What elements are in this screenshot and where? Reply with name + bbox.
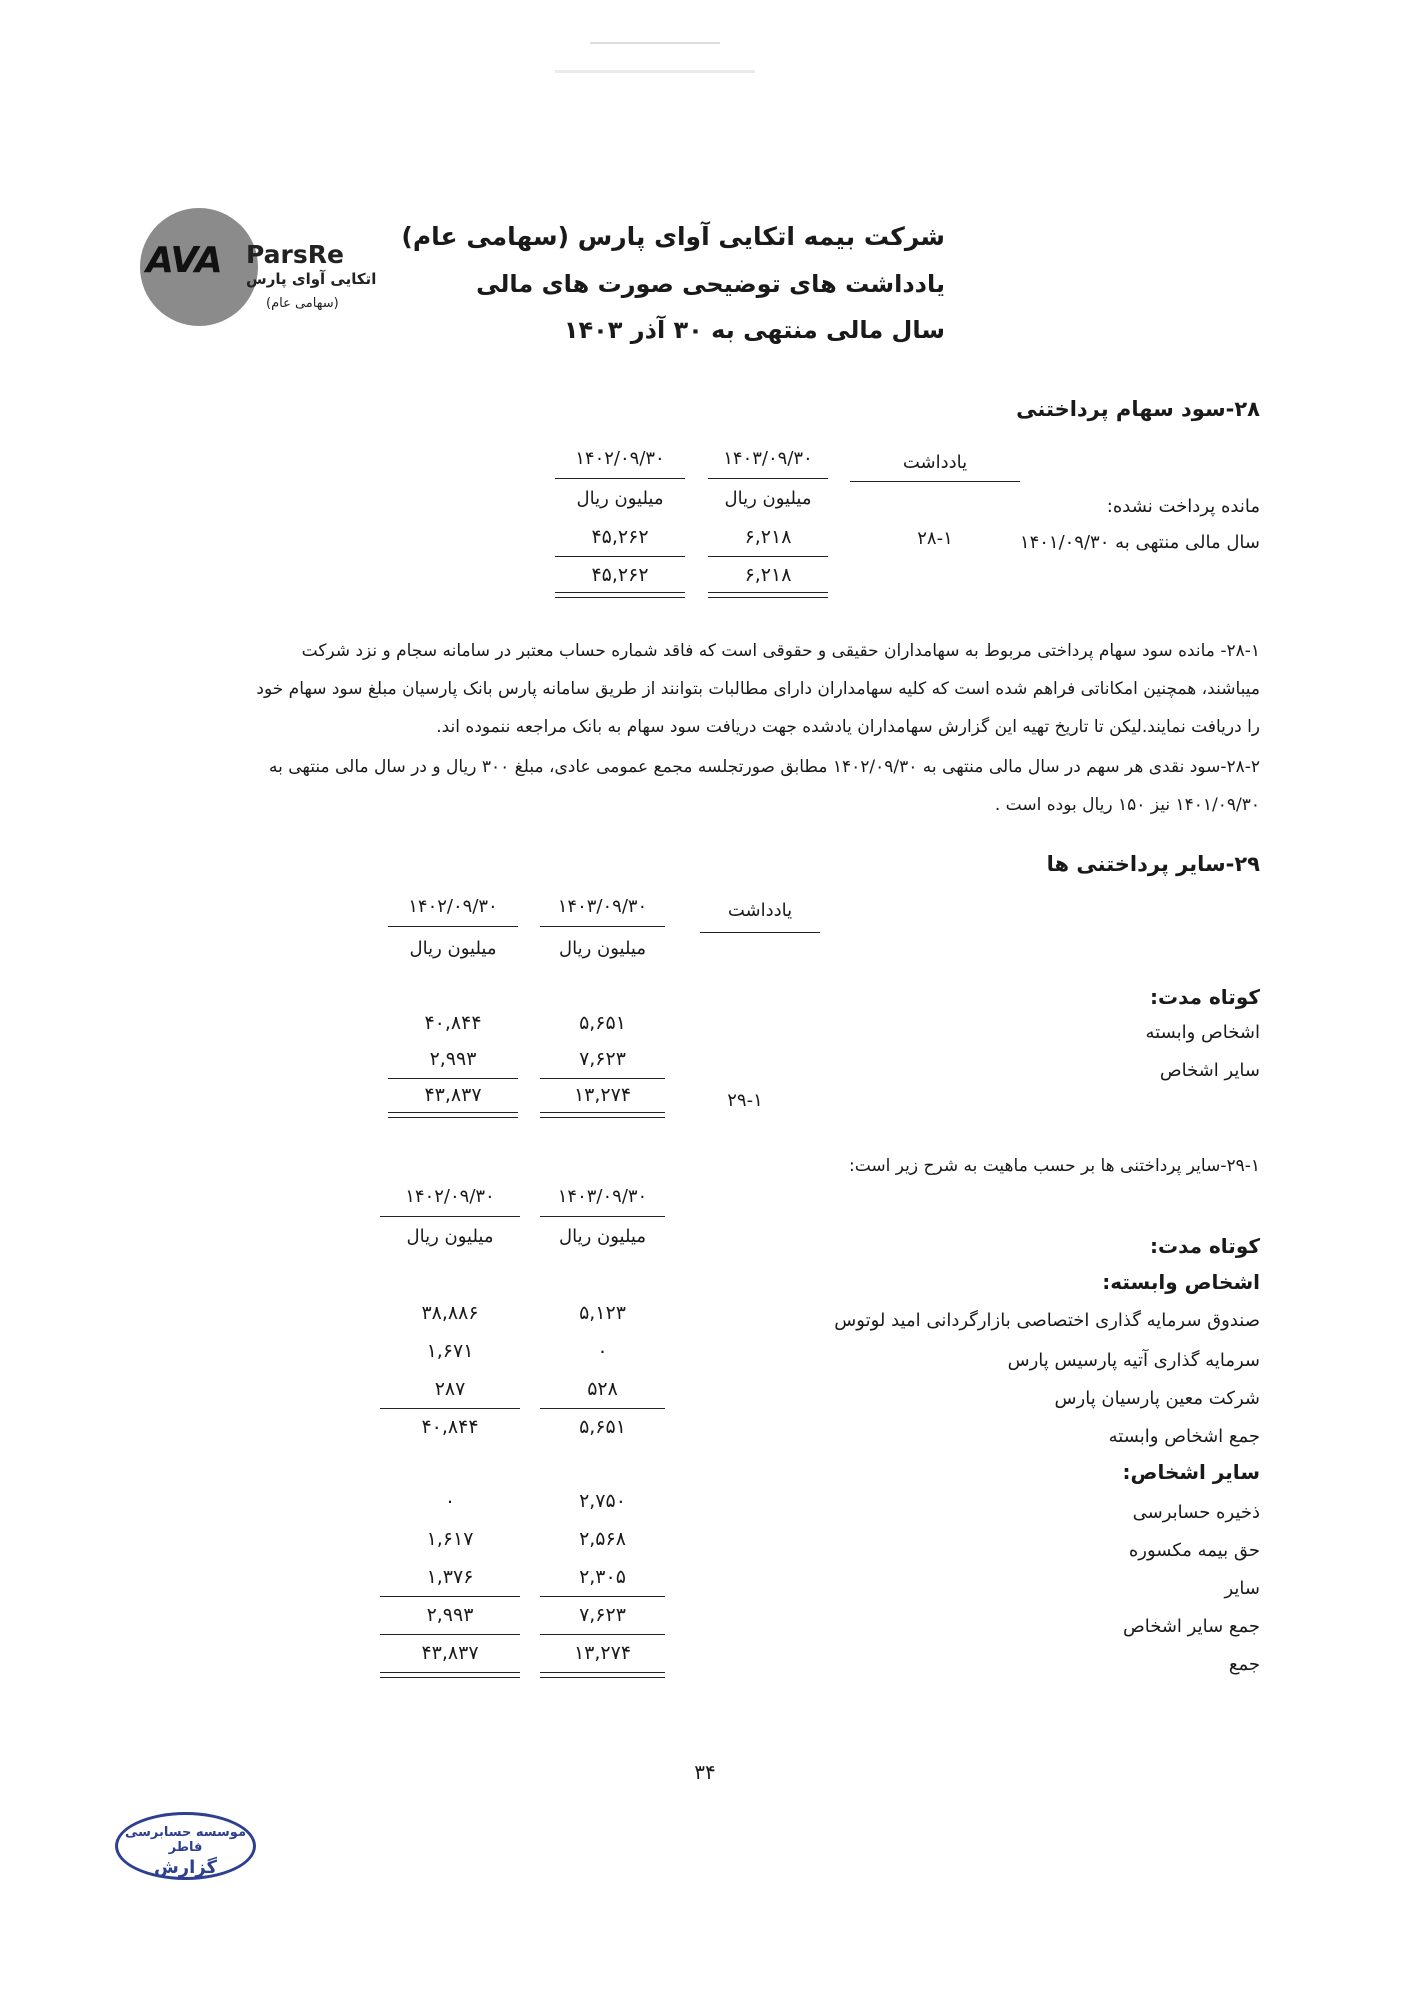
s29-total-current: ۱۳,۲۷۴ — [573, 1084, 632, 1106]
s28-col-prior: ۱۴۰۲/۰۹/۳۰ — [575, 448, 665, 469]
s28-row-prior: ۴۵,۲۶۲ — [591, 526, 649, 548]
s29-total-double-rule — [388, 1112, 518, 1118]
s29-1-related-total-label: جمع اشخاص وابسته — [1108, 1426, 1260, 1447]
s29-1-others-label: سایر — [1224, 1578, 1260, 1599]
s29-1-grand-total-prior: ۴۳,۸۳۷ — [421, 1642, 479, 1664]
scan-noise — [555, 70, 755, 73]
s29-note-underline — [700, 932, 820, 933]
section-29-title: ۲۹-سایر پرداختنی ها — [1046, 852, 1260, 876]
logo-brand: ParsRe — [246, 240, 344, 269]
s29-1-grand-total-label: جمع — [1228, 1654, 1260, 1675]
stamp-line2: گزارش — [153, 1857, 218, 1878]
s29-1-others-label: حق بیمه مکسوره — [1128, 1540, 1260, 1561]
s29-1-others-total-current: ۷,۶۲۳ — [579, 1604, 626, 1626]
section-28-title: ۲۸-سود سهام پرداختنی — [1016, 397, 1260, 421]
s29-1-others-total-prior: ۲,۹۹۳ — [426, 1604, 474, 1626]
s28-note-1: ۲۸-۱- مانده سود سهام پرداختی مربوط به سهامداران حقیقی و حقوقی است که فاقد شماره حساب معتبر در سامانه سجام و نزد شرکت میباشند، همچنین امکاناتی فراهم شده است که کلیه سهامداران دارای مطالبات بتوانند از طریق سامانه پارس بانک پارسیان مبلغ سود سهام خود را دریافت نمایند.لیکن تا تاریخ تهیه این گزارش سهامداران یادشده جهت دریافت سود سهام به بانک مراجعه ننموده اند. — [256, 641, 1260, 737]
s29-rows-rule — [540, 1078, 665, 1079]
s28-total-prior: ۴۵,۲۶۲ — [591, 564, 649, 586]
s29-1-others-rule — [380, 1596, 520, 1597]
report-period: سال مالی منتهی به ۳۰ آذر ۱۴۰۳ — [563, 316, 945, 344]
s29-col-note: یادداشت — [727, 900, 793, 921]
s29-row-label: اشخاص وابسته — [1145, 1022, 1260, 1043]
report-subtitle: یادداشت های توضیحی صورت های مالی — [476, 270, 945, 298]
s29-row-current: ۷,۶۲۳ — [579, 1048, 626, 1070]
logo-mark: AVA — [146, 240, 222, 281]
s29-1-current-underline — [540, 1216, 665, 1217]
s29-1-related-label: شرکت معین پارسیان پارس — [1054, 1388, 1260, 1409]
s29-1-others-prior: ۱,۳۷۶ — [426, 1566, 474, 1588]
s28-col-current: ۱۴۰۳/۰۹/۳۰ — [723, 448, 813, 469]
s29-row-prior: ۴۰,۸۴۴ — [424, 1012, 482, 1034]
s29-1-related-label: سرمایه گذاری آتیه پارسیس پارس — [1007, 1350, 1260, 1371]
s29-row-current: ۵,۶۵۱ — [579, 1012, 626, 1034]
s29-1-related-total-prior: ۴۰,۸۴۴ — [421, 1416, 479, 1438]
s28-col-note: یادداشت — [902, 452, 968, 473]
logo-type: (سهامی عام) — [266, 296, 339, 311]
stamp-line1: موسسه حسابرسی فاطر — [124, 1825, 246, 1855]
s29-total-note: ۲۹-۱ — [727, 1090, 763, 1111]
s29-1-related-prior: ۱,۶۷۱ — [426, 1340, 474, 1362]
s28-row-label2: سال مالی منتهی به ۱۴۰۱/۰۹/۳۰ — [1019, 532, 1260, 553]
s29-1-grand-total-current: ۱۳,۲۷۴ — [573, 1642, 632, 1664]
s28-note-underline — [850, 481, 1020, 482]
s28-unit-prior: میلیون ریال — [576, 488, 664, 509]
company-name: شرکت بیمه اتکایی آوای پارس (سهامی عام) — [401, 222, 945, 251]
s29-1-related-current: ۰ — [597, 1340, 608, 1362]
s29-1-related-prior: ۳۸,۸۸۶ — [421, 1302, 479, 1324]
s29-prior-underline — [388, 926, 518, 927]
s29-1-related-rule — [540, 1408, 665, 1409]
s28-total-current: ۶,۲۱۸ — [744, 564, 792, 586]
s29-1-col-current: ۱۴۰۳/۰۹/۳۰ — [557, 1186, 648, 1207]
s29-unit-current: میلیون ریال — [559, 938, 646, 959]
logo-name: اتکایی آوای پارس — [246, 270, 377, 288]
s29-1-others-heading: سایر اشخاص: — [1122, 1460, 1260, 1484]
s29-1-others-total-rule — [540, 1634, 665, 1635]
s29-1-others-current: ۲,۵۶۸ — [579, 1528, 626, 1550]
s29-1-others-prior: ۱,۶۱۷ — [426, 1528, 474, 1550]
s28-row-label1: مانده پرداخت نشده: — [1106, 496, 1260, 517]
s29-row-prior: ۲,۹۹۳ — [429, 1048, 477, 1070]
s28-row-current: ۶,۲۱۸ — [744, 526, 792, 548]
s28-row-rule — [555, 556, 685, 557]
s28-prior-underline — [555, 478, 685, 479]
s29-rows-rule — [388, 1078, 518, 1079]
s28-current-underline — [708, 478, 828, 479]
s28-note-2: ۲۸-۲-سود نقدی هر سهم در سال مالی منتهی به ۱۴۰۲/۰۹/۳۰ مطابق صورتجلسه مجمع عمومی عادی، مبلغ ۳۰۰ ریال و در سال مالی منتهی به ۱۴۰۱/۰۹/۳۰ نیز ۱۵۰ ریال بوده است . — [268, 757, 1260, 815]
s29-1-short-term-heading: کوتاه مدت: — [1150, 1234, 1260, 1258]
s29-1-others-current: ۲,۷۵۰ — [579, 1490, 626, 1512]
s29-1-prior-underline — [380, 1216, 520, 1217]
s29-1-intro: ۲۹-۱-سایر پرداختنی ها بر حسب ماهیت به شرح زیر است: — [848, 1156, 1260, 1176]
s29-1-related-label: صندوق سرمایه گذاری اختصاصی بازارگردانی امید لوتوس — [834, 1310, 1260, 1331]
s29-1-others-label: ذخیره حسابرسی — [1132, 1502, 1260, 1523]
s29-col-current: ۱۴۰۳/۰۹/۳۰ — [557, 896, 648, 917]
s29-1-others-prior: ۰ — [444, 1490, 456, 1512]
s28-row-note: ۲۸-۱ — [917, 528, 953, 549]
s29-1-grand-total-double-rule — [540, 1672, 665, 1678]
s29-unit-prior: میلیون ریال — [409, 938, 497, 959]
s28-total-double-rule — [555, 592, 685, 598]
s29-short-term-heading: کوتاه مدت: — [1150, 985, 1260, 1009]
s28-unit-current: میلیون ریال — [724, 488, 812, 509]
s29-col-prior: ۱۴۰۲/۰۹/۳۰ — [408, 896, 498, 917]
s29-1-related-prior: ۲۸۷ — [434, 1378, 466, 1400]
auditor-stamp — [115, 1812, 256, 1880]
s29-total-double-rule — [540, 1112, 665, 1118]
s29-1-related-current: ۵,۱۲۳ — [579, 1302, 626, 1324]
s29-1-related-current: ۵۲۸ — [587, 1378, 618, 1400]
s29-row-label: سایر اشخاص — [1159, 1060, 1260, 1081]
s29-1-unit-current: میلیون ریال — [559, 1226, 646, 1247]
s29-1-grand-total-double-rule — [380, 1672, 520, 1678]
s29-1-others-current: ۲,۳۰۵ — [579, 1566, 626, 1588]
s29-1-others-total-rule — [380, 1634, 520, 1635]
s29-1-related-total-current: ۵,۶۵۱ — [579, 1416, 626, 1438]
s29-1-col-prior: ۱۴۰۲/۰۹/۳۰ — [405, 1186, 495, 1207]
s29-total-prior: ۴۳,۸۳۷ — [424, 1084, 482, 1106]
s29-1-related-heading: اشخاص وابسته: — [1102, 1270, 1260, 1294]
s29-1-others-rule — [540, 1596, 665, 1597]
s29-1-unit-prior: میلیون ریال — [406, 1226, 494, 1247]
s29-1-others-total-label: جمع سایر اشخاص — [1122, 1616, 1260, 1637]
s29-1-related-rule — [380, 1408, 520, 1409]
s28-total-double-rule — [708, 592, 828, 598]
s28-row-rule — [708, 556, 828, 557]
page-number: ۳۴ — [694, 1760, 716, 1784]
scan-noise — [590, 42, 720, 44]
s29-current-underline — [540, 926, 665, 927]
